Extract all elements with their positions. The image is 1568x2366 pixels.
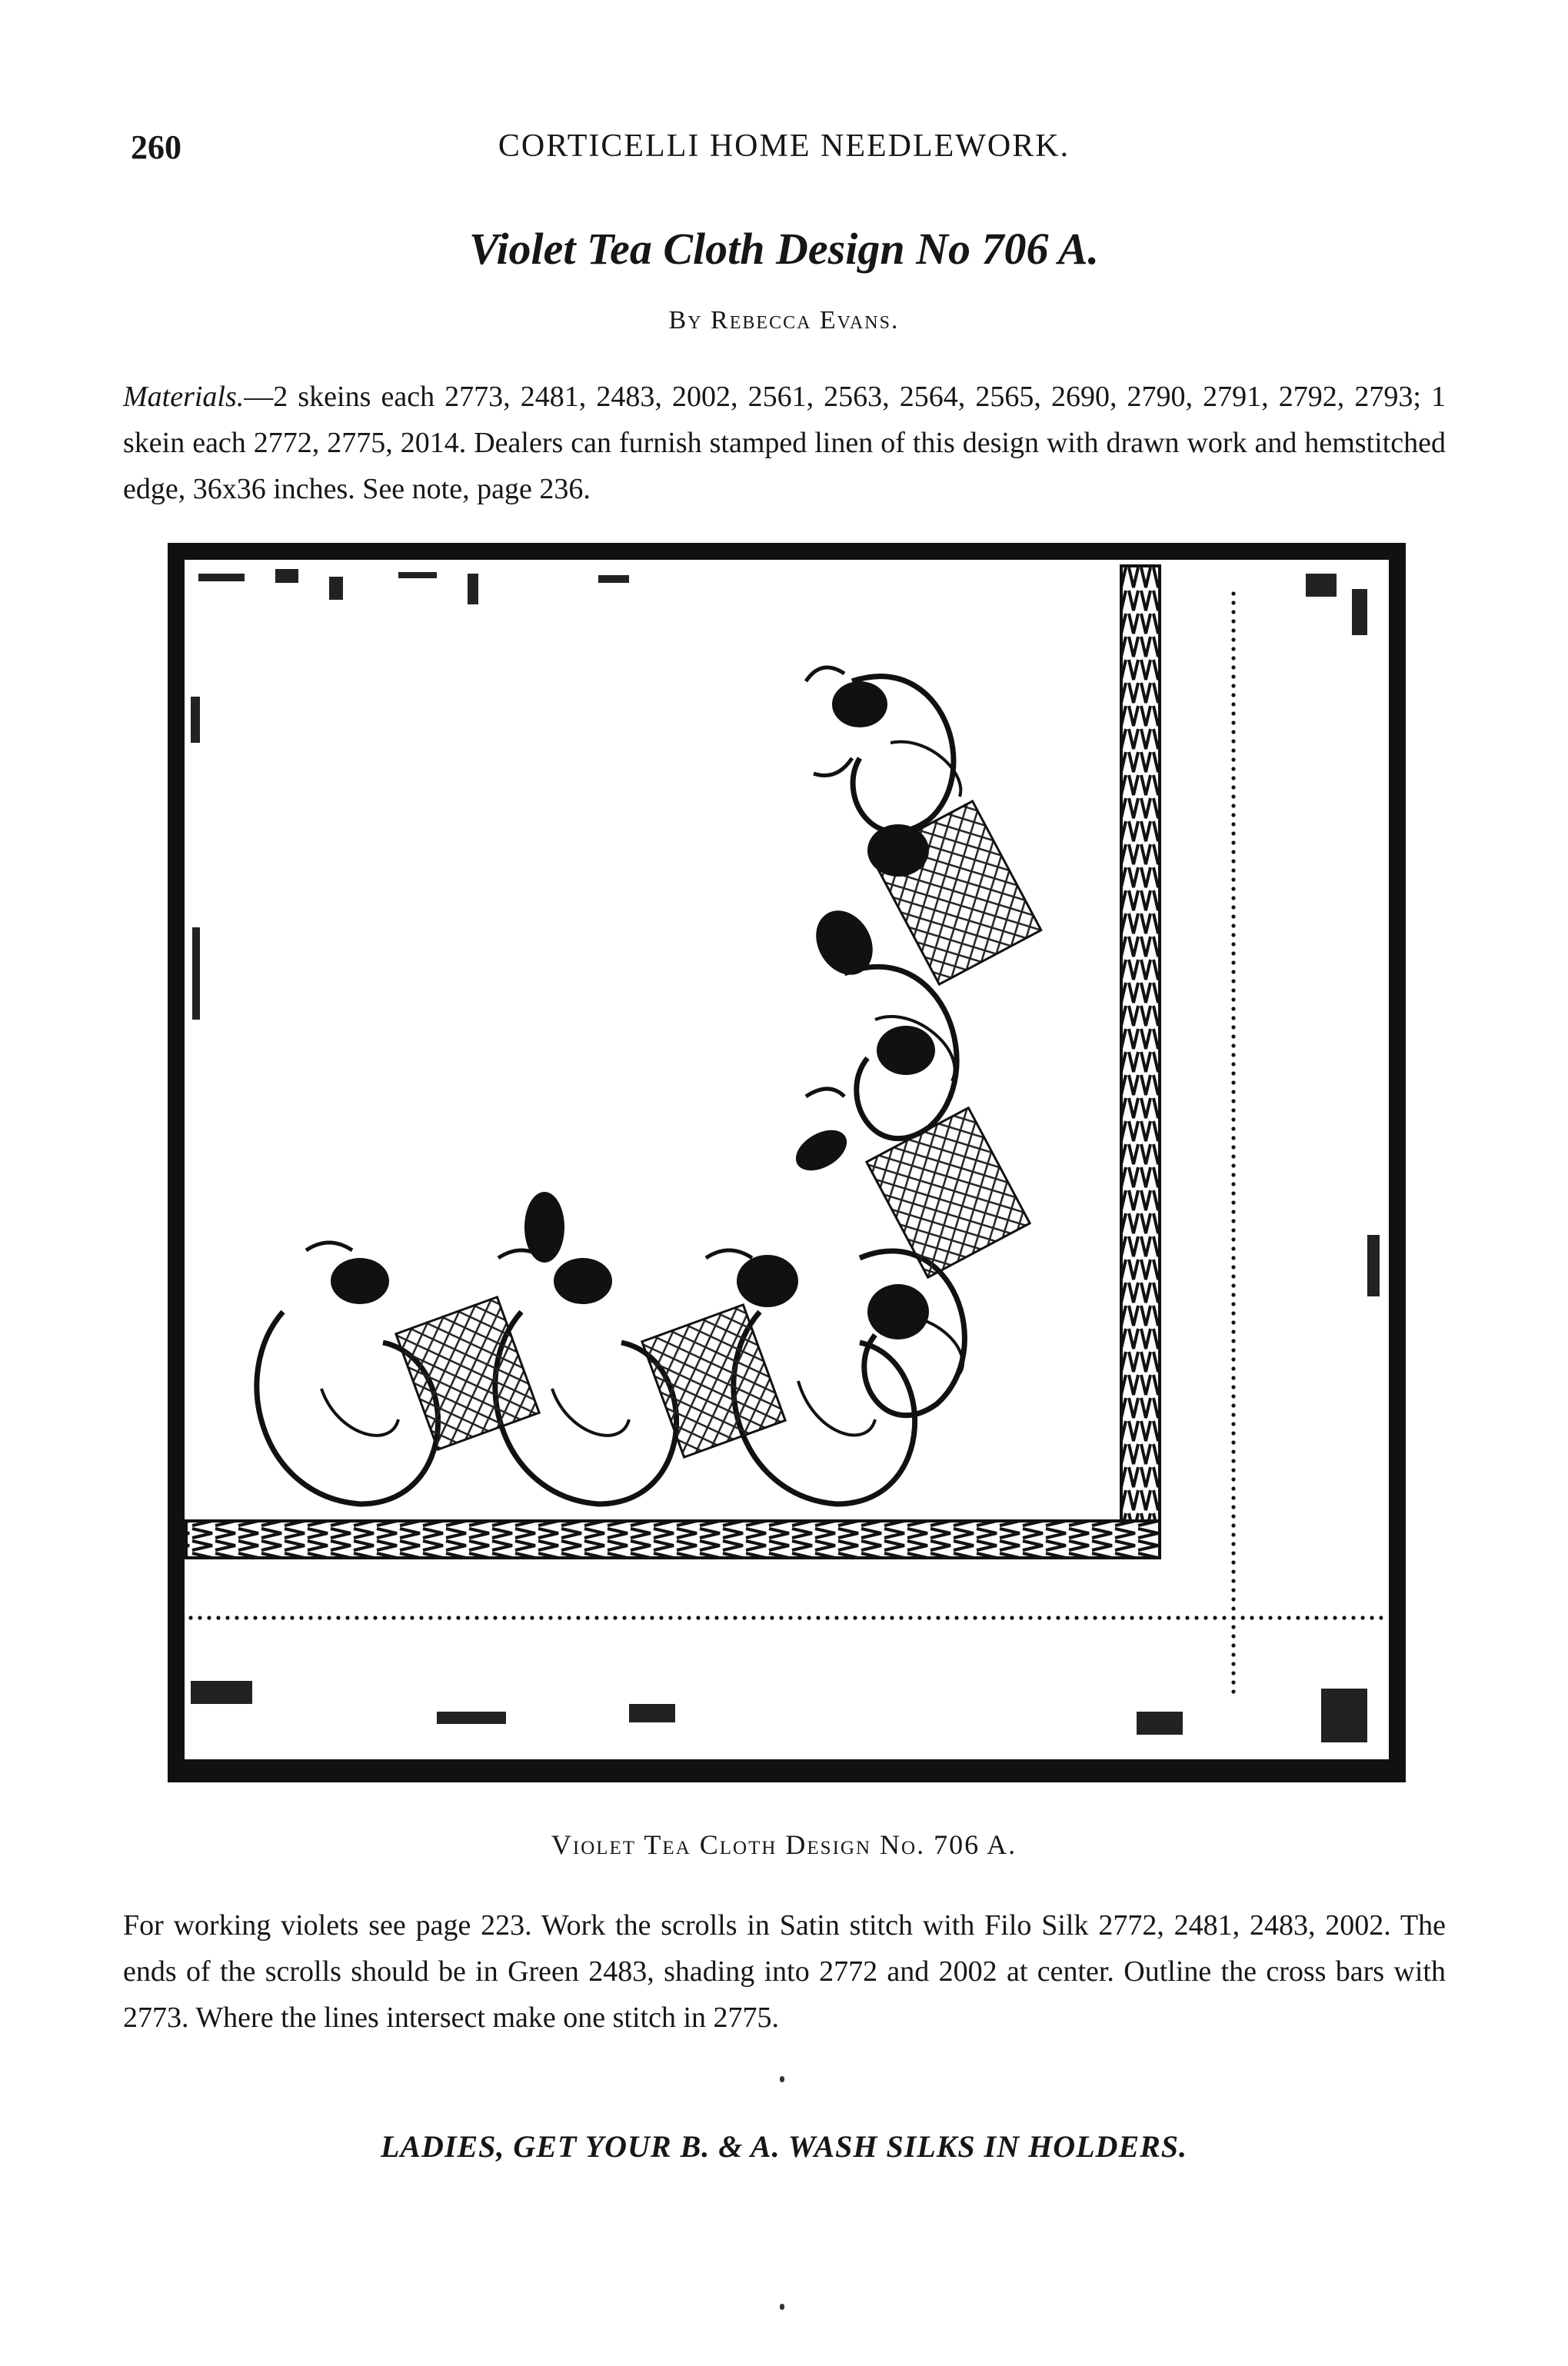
cloth-frame [168,543,1406,1782]
page-number: 260 [131,128,181,166]
tea-cloth-illustration [168,543,1406,1782]
running-head: CORTICELLI HOME NEEDLEWORK. [498,128,1070,164]
print-speck [780,2304,784,2310]
article-title: Violet Tea Cloth Design No 706 A. [468,224,1100,274]
byline: By Rebecca Evans. [668,306,900,334]
materials-paragraph [123,374,1446,512]
advertisement-line: LADIES, GET YOUR B. & A. WASH SILKS IN HOLDERS. [380,2129,1188,2164]
print-speck [780,2076,784,2082]
materials-text: —2 skeins each 2773, 2481, 2483, 2002, 2561, 2563, 2564, 2565, 2690, 2790, 2791, 2792, 2793; 1 skein each 2772, 2775, 2014. Dealers can furnish stamped linen of this design with drawn work and hemstitched edge, 36x36 inches. See note, page 236. [123,381,1446,505]
materials-label: Materials. [123,381,245,413]
instructions-paragraph: For working violets see page 223. Work the scrolls in Satin stitch with Filo Silk 2772, 2481, 2483, 2002. The ends of the scrolls should be in Green 2483, shading into 2772 and 2002 at center. Outline the cross bars with 2773. Where the lines intersect make one stitch in 2775. [123,1909,1446,2034]
figure-caption: Violet Tea Cloth Design No. 706 A. [551,1829,1017,1860]
